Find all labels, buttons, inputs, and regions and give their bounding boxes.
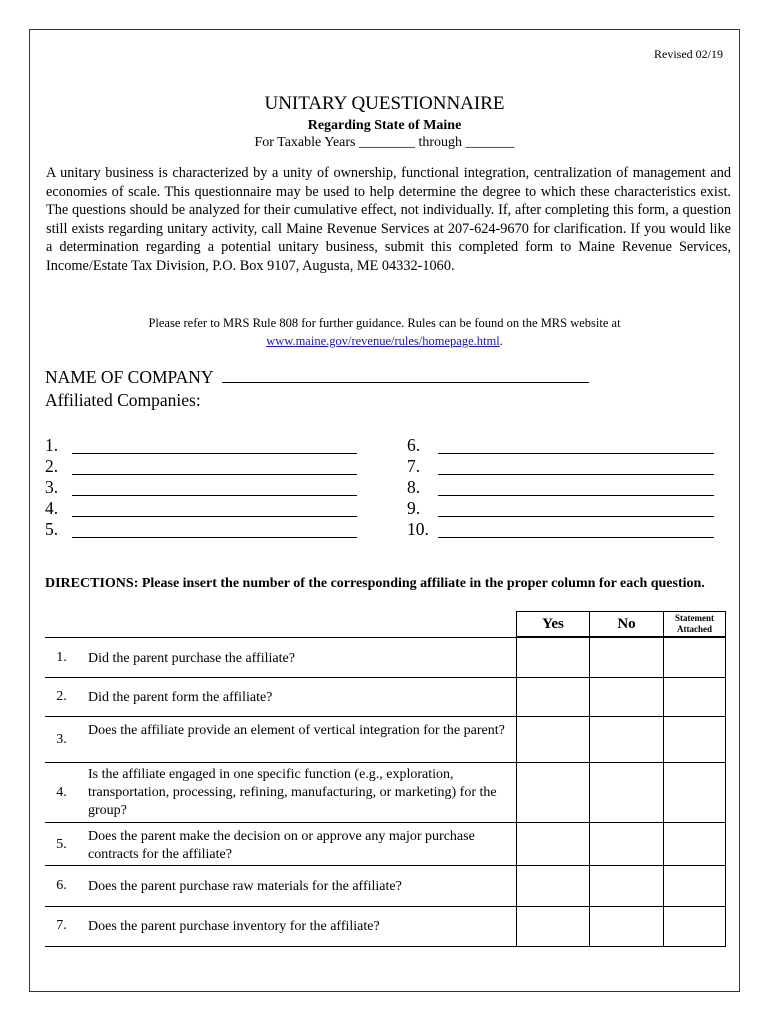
answer-statement-cell[interactable] [663,865,726,907]
affiliate-row [407,519,714,541]
question-row [45,866,726,907]
affiliate-field[interactable] [438,537,714,538]
answer-yes-cell[interactable] [516,762,590,823]
taxable-years-line: For Taxable Years ________ through _______ [254,135,515,150]
question-number: 7. [56,918,67,933]
answer-no-cell[interactable] [589,716,664,763]
question-text: Did the parent purchase the affiliate? [88,651,295,666]
directions-text: DIRECTIONS: Please insert the number of the corresponding affiliate in the proper column for each question. [45,576,705,591]
form-subtitle: Regarding State of Maine [307,118,462,133]
affiliate-number: 9. [407,498,421,518]
affiliate-number: 5. [45,519,59,539]
affiliate-field[interactable] [72,516,357,517]
answer-no-cell[interactable] [589,637,664,678]
question-number: 4. [56,785,67,800]
affiliate-field[interactable] [438,516,714,517]
affiliate-row [45,456,357,478]
affiliate-number: 4. [45,498,59,518]
affiliate-number: 7. [407,456,421,476]
affiliate-row [45,519,357,541]
question-number: 2. [56,689,67,704]
question-text: Did the parent form the affiliate? [88,690,273,705]
question-text: Does the parent purchase inventory for the affiliate? [88,919,380,934]
affiliate-number: 1. [45,435,59,455]
intro-paragraph: A unitary business is characterized by a unity of ownership, functional integration, centralization of management and economies of scale. This questionnaire may be used to help determine the degree to which these characteristics exist. The questions should be analyzed for their cumulative effect, not individually. If, after completing this form, a question still exists regarding unitary activity, call Maine Revenue Services at 207-624-9670 for clarification. If you would like a determination regarding a potential unitary business, submit this completed form to Maine Revenue Services, Income/Estate Tax Division, P.O. Box 9107, Augusta, ME 04332-1060. [46,165,731,274]
question-row [45,638,726,678]
question-text: Is the affiliate engaged in one specific function (e.g., exploration, transportation, processing, refining, manufacturing, or marketing) for the group? [88,767,497,818]
company-name-label: NAME OF COMPANY [45,367,213,387]
answer-yes-cell[interactable] [516,822,590,866]
affiliate-row [407,435,714,457]
affiliate-number: 8. [407,477,421,497]
affiliate-number: 3. [45,477,59,497]
affiliate-field[interactable] [438,453,714,454]
company-name-field[interactable] [222,366,589,383]
affiliate-field[interactable] [72,474,357,475]
answer-no-cell[interactable] [589,865,664,907]
question-number: 6. [56,878,67,893]
affiliate-row [407,477,714,499]
affiliate-field[interactable] [72,537,357,538]
answer-yes-cell[interactable] [516,637,590,678]
question-text: Does the parent purchase raw materials for the affiliate? [88,879,402,894]
form-title: UNITARY QUESTIONNAIRE [264,93,505,114]
answer-no-cell[interactable] [589,677,664,717]
answer-statement-cell[interactable] [663,906,726,947]
column-yes: Yes [516,611,590,637]
affiliate-row [45,477,357,499]
affiliate-field[interactable] [438,495,714,496]
question-text: Does the affiliate provide an element of vertical integration for the parent? [88,723,505,738]
column-no: No [589,611,664,637]
rule-reference-text: Please refer to MRS Rule 808 for further guidance. Rules can be found on the MRS website at [148,316,621,330]
affiliate-row [407,498,714,520]
answer-no-cell[interactable] [589,762,664,823]
question-row [45,717,726,763]
affiliate-field[interactable] [72,495,357,496]
affiliate-row [45,435,357,457]
affiliate-field[interactable] [438,474,714,475]
company-name-row [45,366,589,388]
rule-reference-suffix: . [499,334,503,348]
affiliate-field[interactable] [72,453,357,454]
question-row [45,907,726,947]
question-number: 3. [56,732,67,747]
answer-yes-cell[interactable] [516,716,590,763]
affiliate-number: 6. [407,435,421,455]
revised-date: Revised 02/19 [654,47,723,61]
affiliate-number: 2. [45,456,59,476]
column-statement-attached [663,611,726,637]
affiliate-row [45,498,357,520]
answer-statement-cell[interactable] [663,677,726,717]
mrs-rules-link[interactable]: www.maine.gov/revenue/rules/homepage.html [266,334,500,348]
answer-statement-cell[interactable] [663,637,726,678]
answer-yes-cell[interactable] [516,906,590,947]
statement-label: Statement [675,613,714,623]
answer-statement-cell[interactable] [663,822,726,866]
question-row [45,823,726,866]
answer-statement-cell[interactable] [663,762,726,823]
answer-yes-cell[interactable] [516,865,590,907]
form-page [29,29,740,992]
question-text: Does the parent make the decision on or approve any major purchase contracts for the affiliate? [88,829,475,862]
question-row [45,763,726,823]
rule-reference [30,314,739,350]
question-row [45,678,726,717]
attached-label: Attached [677,624,712,634]
affiliate-row [407,456,714,478]
question-number: 1. [56,650,67,665]
affiliated-companies-label: Affiliated Companies: [45,390,201,410]
answer-no-cell[interactable] [589,822,664,866]
answer-yes-cell[interactable] [516,677,590,717]
question-number: 5. [56,837,67,852]
affiliate-number: 10. [407,519,429,539]
answer-no-cell[interactable] [589,906,664,947]
answer-statement-cell[interactable] [663,716,726,763]
